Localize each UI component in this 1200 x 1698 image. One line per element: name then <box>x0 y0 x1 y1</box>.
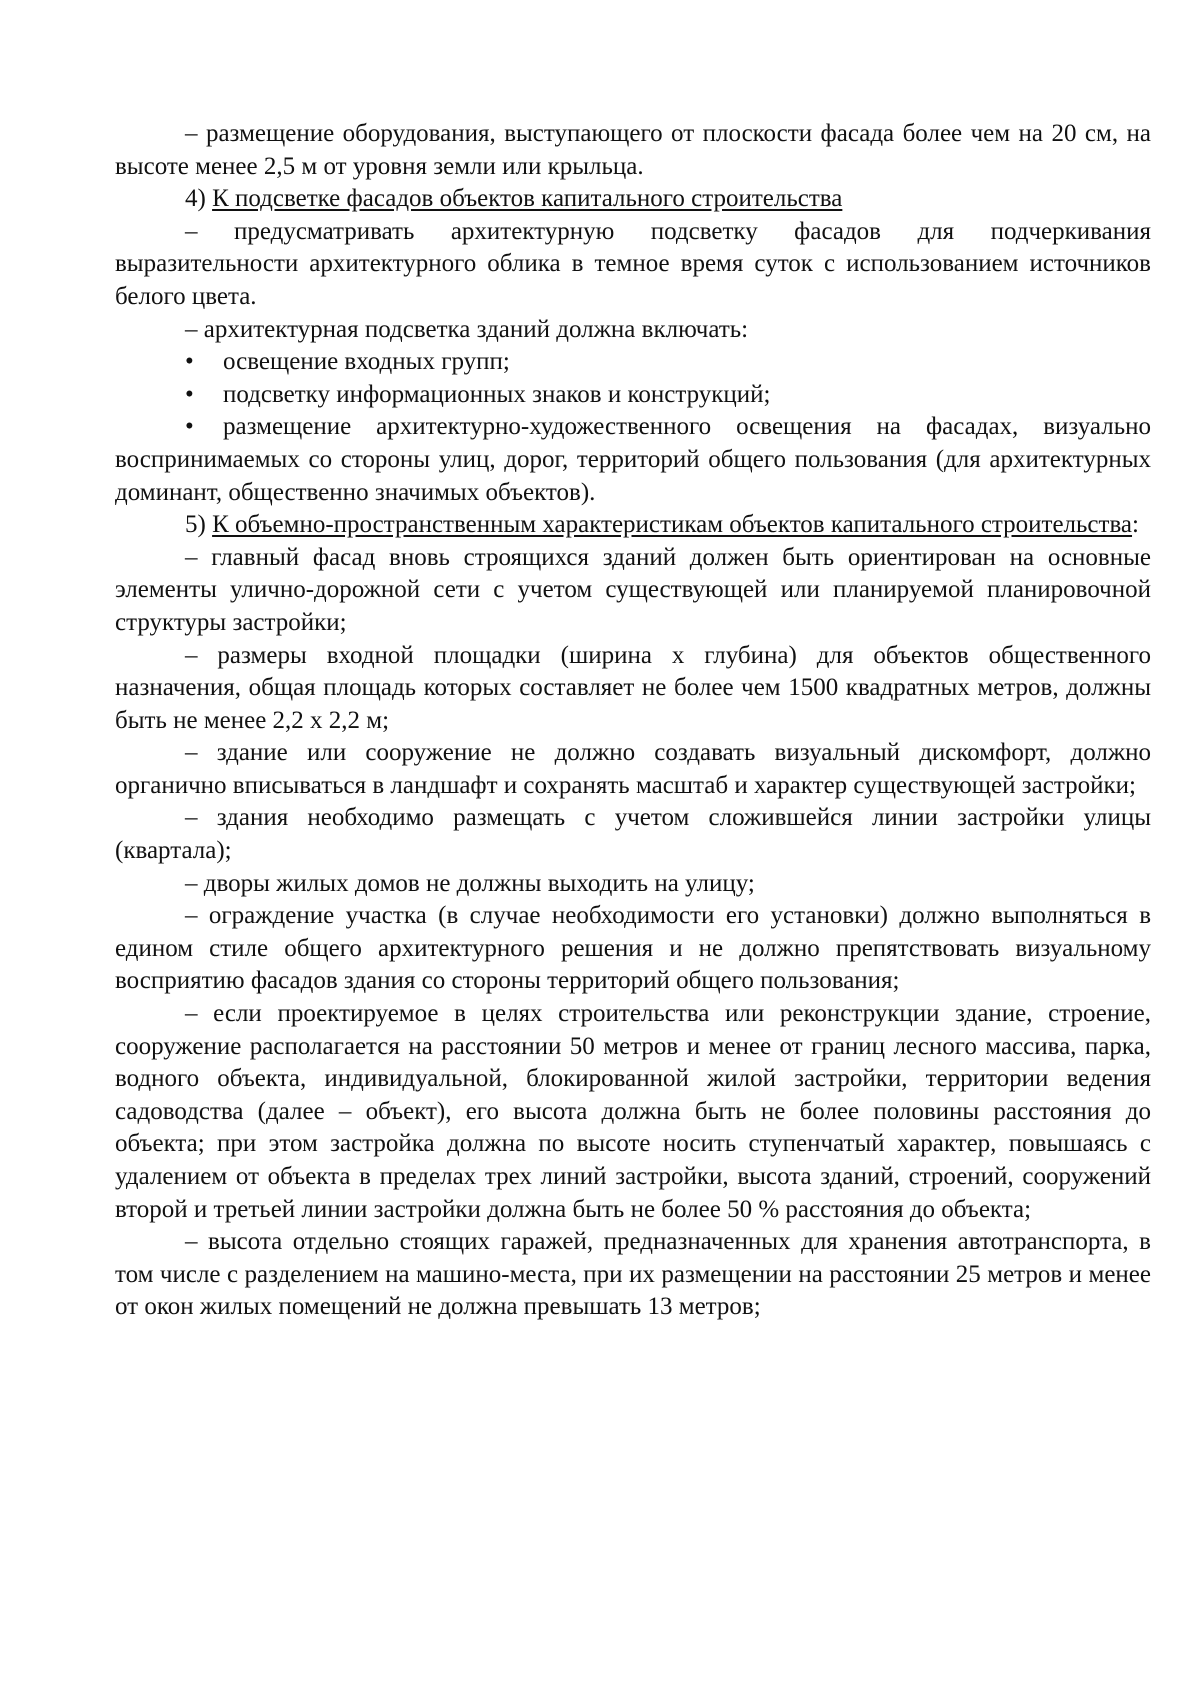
bullet-icon: • <box>185 413 194 441</box>
section-title-5: К объемно-пространственным характеристикам объектов капитального строительства <box>212 511 1133 539</box>
paragraph-fencing: – ограждение участка (в случае необходимости его установки) должно выполняться в едином стиле общего архитектурного решения и не должно препятствовать визуальному восприятию фасадов здания со стороны территорий общего пользования; <box>115 902 1151 995</box>
section-heading-5 <box>115 509 1151 542</box>
bullet-text: подсветку информационных знаков и конструкций; <box>223 380 771 408</box>
section-heading-4 <box>115 183 1151 216</box>
bullet-text: освещение входных групп; <box>223 348 510 376</box>
section-number-4: 4) <box>185 185 213 213</box>
section-title-4: К подсветке фасадов объектов капитального строительства <box>212 185 843 213</box>
paragraph-building-line: – здания необходимо размещать с учетом сложившейся линии застройки улицы (квартала); <box>115 804 1151 865</box>
paragraph-garage-height: – высота отдельно стоящих гаражей, предназначенных для хранения автотранспорта, в том числе с разделением на машино-места, при их размещении на расстоянии 25 метров и менее от окон жилых помещений не должна превышать 13 метров; <box>115 1228 1151 1321</box>
section-number-5: 5) <box>185 511 213 539</box>
bullet-icon: • <box>185 380 194 408</box>
document-page <box>115 118 1151 1324</box>
section-title-5-colon: : <box>1132 511 1139 539</box>
bullet-item-facade-lighting <box>115 411 1151 509</box>
paragraph-lighting-provision: – предусматривать архитектурную подсветку фасадов для подчеркивания выразительности архитектурного облика в темное время суток с использованием источников белого цвета. <box>115 217 1151 310</box>
paragraph-entrance-size: – размеры входной площадки (ширина х глубина) для объектов общественного назначения, общая площадь которых составляет не более чем 1500 квадратных метров, должны быть не менее 2,2 х 2,2 м; <box>115 641 1151 734</box>
bullet-item-entrance-lighting <box>115 346 1151 379</box>
paragraph-visual-comfort: – здание или сооружение не должно создавать визуальный дискомфорт, должно органично вписываться в ландшафт и сохранять масштаб и характер существующей застройки; <box>115 739 1151 799</box>
bullet-icon: • <box>185 348 194 376</box>
paragraph-equipment-placement: – размещение оборудования, выступающего от плоскости фасада более чем на 20 см, на высоте менее 2,5 м от уровня земли или крыльца. <box>115 120 1151 180</box>
bullet-item-sign-lighting <box>115 379 1151 412</box>
paragraph-main-facade: – главный фасад вновь строящихся зданий должен быть ориентирован на основные элементы улично-дорожной сети с учетом существующей или планируемой планировочной структуры застройки; <box>115 543 1151 636</box>
paragraph-courtyards: – дворы жилых домов не должны выходить на улицу; <box>185 869 755 897</box>
paragraph-lighting-includes: – архитектурная подсветка зданий должна включать: <box>185 315 749 343</box>
paragraph-height-limit: – если проектируемое в целях строительства или реконструкции здание, строение, сооружение располагается на расстоянии 50 метров и менее от границ лесного массива, парка, водного объекта, индивидуальной, блокированной жилой застройки, территории ведения садоводства (далее – объект), его высота должна быть не более половины расстояния до объекта; при этом застройка должна по высоте носить ступенчатый характер, повышаясь с удалением от объекта в пределах трех линий застройки, высота зданий, строений, сооружений второй и третьей линии застройки должна быть не более 50 % расстояния до объекта; <box>115 1000 1151 1223</box>
bullet-text: размещение архитектурно-художественного освещения на фасадах, визуально воспринимаемых со стороны улиц, дорог, территорий общего пользования (для архитектурных доминант, общественно значимых объектов). <box>115 413 1151 506</box>
